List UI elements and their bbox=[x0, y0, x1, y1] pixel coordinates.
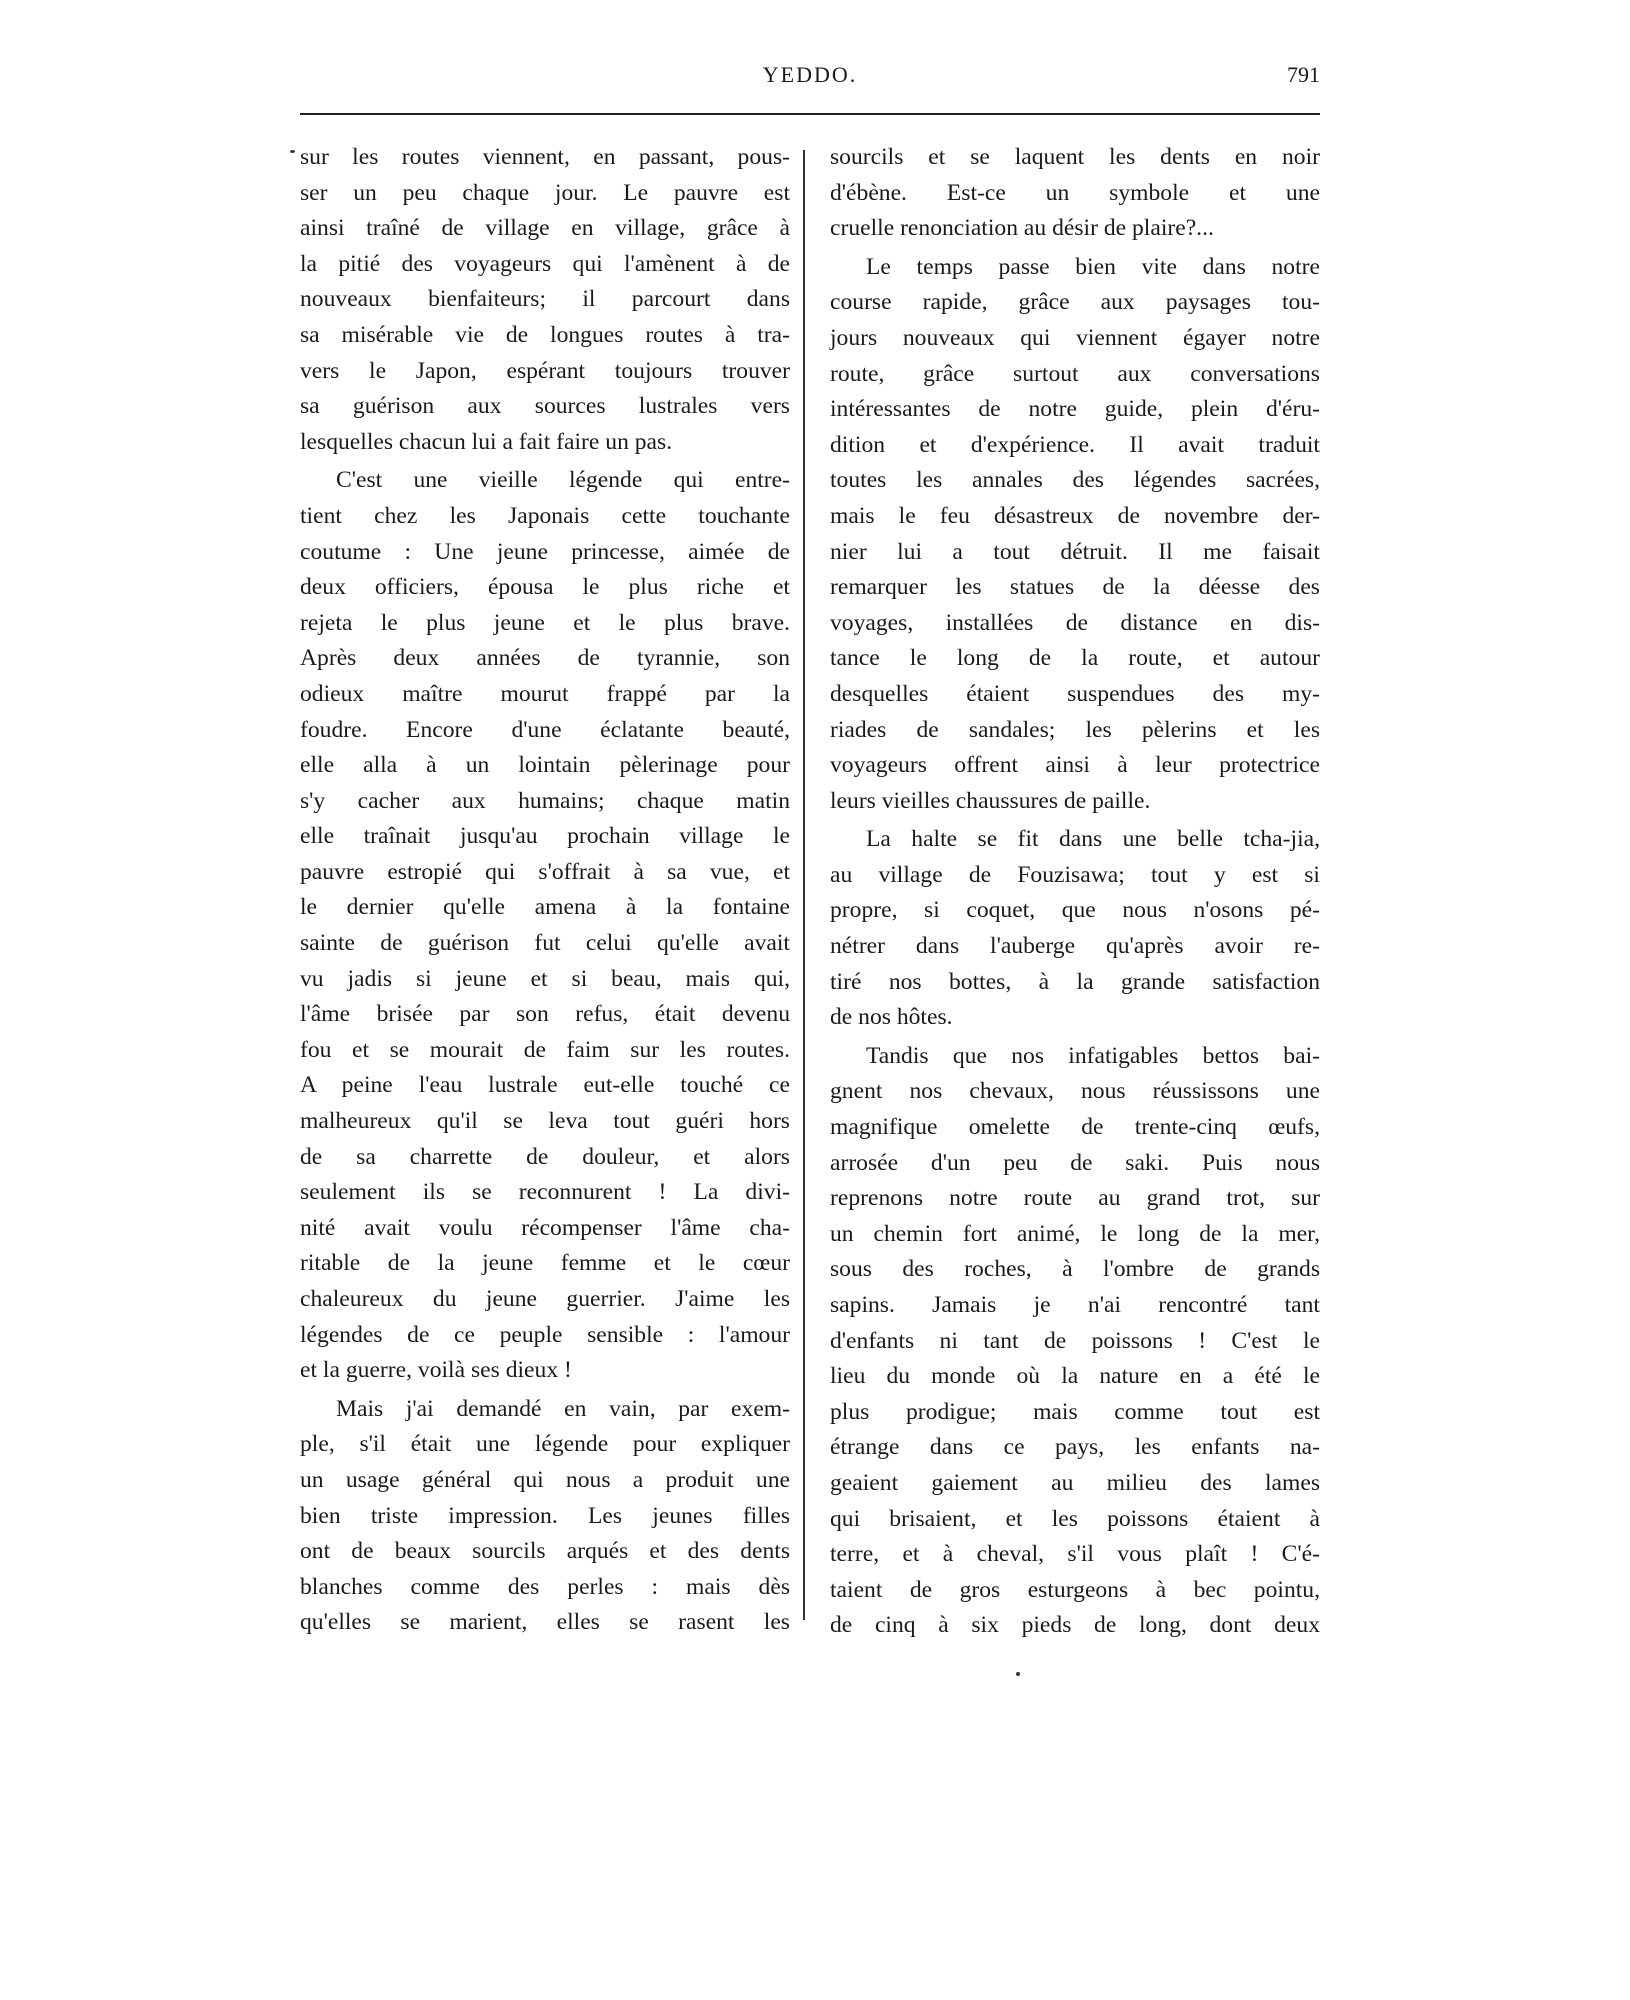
text-line: ser un peu chaque jour. Le pauvre est bbox=[300, 179, 790, 206]
text-line: ple, s'il était une légende pour expliquer bbox=[300, 1431, 790, 1458]
print-speck bbox=[1016, 1672, 1020, 1676]
text-line: coutume : Une jeune princesse, aimée de bbox=[300, 538, 790, 565]
text-line: lesquelles chacun lui a fait faire un pas. bbox=[300, 428, 673, 455]
text-line: nétrer dans l'auberge qu'après avoir re- bbox=[830, 933, 1320, 960]
text-line: la pitié des voyageurs qui l'amènent à de bbox=[300, 250, 790, 277]
paragraph bbox=[830, 1039, 1320, 1644]
text-line: sa guérison aux sources lustrales vers bbox=[300, 393, 790, 420]
text-line: intéressantes de notre guide, plein d'éru- bbox=[830, 396, 1320, 423]
column-divider bbox=[803, 150, 805, 1620]
left-column bbox=[300, 140, 790, 1641]
text-line: reprenons notre route au grand trot, sur bbox=[830, 1185, 1320, 1212]
running-head bbox=[300, 58, 1320, 94]
header-rule bbox=[300, 113, 1320, 115]
text-line: légendes de ce peuple sensible : l'amour bbox=[300, 1321, 790, 1348]
text-line: sa misérable vie de longues routes à tra- bbox=[300, 321, 790, 348]
text-line: au village de Fouzisawa; tout y est si bbox=[830, 861, 1320, 888]
text-line: vu jadis si jeune et si beau, mais qui, bbox=[300, 965, 790, 992]
text-line: qu'elles se marient, elles se rasent les bbox=[300, 1609, 790, 1636]
text-line: gnent nos chevaux, nous réussissons une bbox=[830, 1078, 1320, 1105]
text-line: La halte se fit dans une belle tcha-jia, bbox=[866, 826, 1320, 853]
running-title: YEDDO. bbox=[762, 62, 858, 87]
text-line: Le temps passe bien vite dans notre bbox=[866, 253, 1320, 280]
text-line: taient de gros esturgeons à bec pointu, bbox=[830, 1576, 1320, 1603]
text-line: sur les routes viennent, en passant, pous- bbox=[300, 144, 790, 170]
paragraph bbox=[300, 140, 790, 460]
text-line: route, grâce surtout aux conversations bbox=[830, 360, 1320, 387]
text-line: le dernier qu'elle amena à la fontaine bbox=[300, 894, 790, 921]
text-line: rejeta le plus jeune et le plus brave. bbox=[300, 609, 790, 636]
text-line: propre, si coquet, que nous n'osons pé- bbox=[830, 897, 1320, 924]
text-line: odieux maître mourut frappé par la bbox=[300, 680, 790, 707]
text-line: ritable de la jeune femme et le cœur bbox=[300, 1250, 790, 1277]
text-line: tient chez les Japonais cette touchante bbox=[300, 502, 790, 529]
text-line: voyages, installées de distance en dis- bbox=[830, 609, 1320, 636]
text-line: course rapide, grâce aux paysages tou- bbox=[830, 289, 1320, 316]
text-line: Mais j'ai demandé en vain, par exem- bbox=[336, 1395, 790, 1422]
text-line: un chemin fort animé, le long de la mer, bbox=[830, 1220, 1320, 1247]
paragraph bbox=[300, 463, 790, 1388]
text-line: ainsi traîné de village en village, grâce à bbox=[300, 215, 790, 242]
text-line: remarquer les statues de la déesse des bbox=[830, 574, 1320, 601]
text-line: sous des roches, à l'ombre de grands bbox=[830, 1256, 1320, 1283]
paragraph bbox=[300, 1392, 790, 1641]
text-line: foudre. Encore d'une éclatante beauté, bbox=[300, 716, 790, 743]
text-line: Tandis que nos infatigables bettos bai- bbox=[866, 1042, 1320, 1069]
text-line: Après deux années de tyrannie, son bbox=[300, 645, 790, 672]
text-line: malheureux qu'il se leva tout guéri hors bbox=[300, 1108, 790, 1135]
text-line: tiré nos bottes, à la grande satisfaction bbox=[830, 968, 1320, 995]
text-line: seulement ils se reconnurent ! La divi- bbox=[300, 1179, 790, 1206]
text-line: dition et d'expérience. Il avait traduit bbox=[830, 431, 1320, 458]
text-line: pauvre estropié qui s'offrait à sa vue, et bbox=[300, 858, 790, 885]
text-line: d'enfants ni tant de poissons ! C'est le bbox=[830, 1327, 1320, 1354]
text-line: mais le feu désastreux de novembre der- bbox=[830, 502, 1320, 529]
text-line: elle alla à un lointain pèlerinage pour bbox=[300, 752, 790, 779]
text-line: geaient gaiement au milieu des lames bbox=[830, 1469, 1320, 1496]
text-line: un usage général qui nous a produit une bbox=[300, 1466, 790, 1493]
text-line: nier lui a tout détruit. Il me faisait bbox=[830, 538, 1320, 565]
print-speck bbox=[290, 150, 295, 153]
text-line: bien triste impression. Les jeunes filles bbox=[300, 1502, 790, 1529]
text-line: de nos hôtes. bbox=[830, 1004, 953, 1031]
text-line: ont de beaux sourcils arqués et des dents bbox=[300, 1538, 790, 1565]
paragraph bbox=[830, 140, 1320, 247]
text-line: de cinq à six pieds de long, dont deux bbox=[830, 1612, 1320, 1639]
text-line: sainte de guérison fut celui qu'elle avait bbox=[300, 930, 790, 957]
text-line: étrange dans ce pays, les enfants na- bbox=[830, 1434, 1320, 1461]
right-column bbox=[830, 140, 1320, 1644]
text-line: vers le Japon, espérant toujours trouver bbox=[300, 357, 790, 384]
text-line: blanches comme des perles : mais dès bbox=[300, 1573, 790, 1600]
text-line: A peine l'eau lustrale eut-elle touché ce bbox=[300, 1072, 790, 1099]
text-line: jours nouveaux qui viennent égayer notre bbox=[830, 324, 1320, 351]
text-line: chaleureux du jeune guerrier. J'aime les bbox=[300, 1286, 790, 1312]
text-line: tance le long de la route, et autour bbox=[830, 645, 1320, 672]
text-line: desquelles étaient suspendues des my- bbox=[830, 680, 1320, 707]
text-line: C'est une vieille légende qui entre- bbox=[336, 467, 790, 494]
text-line: de sa charrette de douleur, et alors bbox=[300, 1143, 790, 1170]
text-line: l'âme brisée par son refus, était devenu bbox=[300, 1001, 790, 1028]
text-line: fou et se mourait de faim sur les routes. bbox=[300, 1036, 790, 1063]
text-line: d'ébène. Est-ce un symbole et une bbox=[830, 179, 1320, 206]
text-line: riades de sandales; les pèlerins et les bbox=[830, 716, 1320, 743]
text-line: deux officiers, épousa le plus riche et bbox=[300, 574, 790, 601]
text-line: sapins. Jamais je n'ai rencontré tant bbox=[830, 1292, 1320, 1318]
paragraph bbox=[830, 250, 1320, 820]
text-line: plus prodigue; mais comme tout est bbox=[830, 1398, 1320, 1425]
text-line: elle traînait jusqu'au prochain village le bbox=[300, 823, 790, 850]
text-line: et la guerre, voilà ses dieux ! bbox=[300, 1357, 572, 1384]
text-line: arrosée d'un peu de saki. Puis nous bbox=[830, 1149, 1320, 1176]
text-line: voyageurs offrent ainsi à leur protectrice bbox=[830, 752, 1320, 779]
text-line: nouveaux bienfaiteurs; il parcourt dans bbox=[300, 286, 790, 313]
text-line: lieu du monde où la nature en a été le bbox=[830, 1363, 1320, 1390]
text-line: toutes les annales des légendes sacrées, bbox=[830, 467, 1320, 494]
text-line: leurs vieilles chaussures de paille. bbox=[830, 787, 1151, 814]
text-line: s'y cacher aux humains; chaque matin bbox=[300, 787, 790, 814]
text-line: magnifique omelette de trente-cinq œufs, bbox=[830, 1114, 1320, 1141]
paragraph bbox=[830, 822, 1320, 1036]
text-line: nité avait voulu récompenser l'âme cha- bbox=[300, 1214, 790, 1241]
text-line: sourcils et se laquent les dents en noir bbox=[830, 144, 1320, 170]
text-line: cruelle renonciation au désir de plaire?... bbox=[830, 215, 1214, 242]
text-line: qui brisaient, et les poissons étaient à bbox=[830, 1505, 1320, 1532]
page-number: 791 bbox=[1287, 62, 1320, 87]
text-line: terre, et à cheval, s'il vous plaît ! C'é- bbox=[830, 1541, 1320, 1568]
